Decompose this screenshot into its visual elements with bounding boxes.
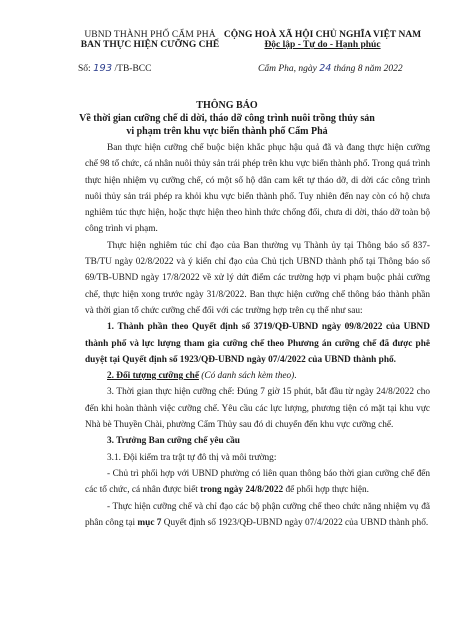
- doc-number-handwritten: 193: [93, 63, 113, 74]
- bullet-enforce: [85, 499, 430, 532]
- document-number: [78, 63, 151, 74]
- section-1: 1. Thành phần theo Quyết định số 3719/QĐ-UBND ngày 09/8/2022 của UBND thành phố và lực lượng tham gia cưỡng chế theo Phương án cưỡng chế đã được phê duyệt tại Quyết định số 1923/QĐ-UBND ngày 07/4/2022 của UBND thành phố.: [85, 322, 430, 365]
- paragraph-directive: Thực hiện nghiêm túc chỉ đạo của Ban thường vụ Thành ủy tại Thông báo số 837-TB/TU ngày 02/8/2022 và ý kiến chỉ đạo của Chủ tịch UBND thành phố tại Thông báo số 69/TB-UBND ngày 17/8/2022 về xử lý dứt điểm các trường hợp vi phạm buộc phải cưỡng chế, thực hiện xong trước ngày 31/8/2022. Ban thực hiện cưỡng chế thông báo thành phần và thời gian tổ chức cưỡng chế đối với các trường hợp trên cụ thể như sau:: [85, 240, 430, 316]
- section-3-1-heading: 3.1. Đội kiểm tra trật tự đô thị và môi trường:: [107, 452, 277, 463]
- document-date: [258, 63, 403, 74]
- section-2-end: .: [294, 371, 297, 382]
- date-day-handwritten: 24: [319, 63, 332, 74]
- date-suffix: tháng 8 năm 2022: [333, 64, 403, 74]
- bullet-notify: [85, 466, 430, 499]
- agency-name: UBND THÀNH PHỐ CẨM PHẢ: [84, 30, 216, 40]
- section-4-heading: 3. Trưởng Ban cưỡng chế yêu cầu: [107, 436, 240, 447]
- national-motto: Độc lập - Tự do - Hạnh phúc: [264, 40, 381, 50]
- bullet-notify-text: - Chủ trì phối hợp với UBND phường có liên quan thông báo thời gian cưỡng chế đến các tổ chức, cá nhân được biết: [85, 468, 430, 496]
- date-prefix: Cẩm Pha, ngày: [258, 64, 317, 74]
- doc-number-suffix: /TB-BCC: [114, 64, 152, 74]
- national-title-block: [200, 30, 445, 50]
- document-subject-line2: vi phạm trên khu vực biển thành phố Cẩm Phả: [126, 126, 328, 137]
- bullet-notify-date: trong ngày 24/8/2022: [200, 485, 284, 496]
- bullet-enforce-end: Quyết định số 1923/QĐ-UBND ngày 07/4/2022 của UBND thành phố.: [161, 517, 429, 528]
- paragraph-intro: Ban thực hiện cưỡng chế buộc biện khắc phục hậu quả đã và đang thực hiện cưỡng chế 98 tổ chức, cá nhân nuôi thủy sản trái phép trên khu vực biển thành phố. Trong quá trình thực hiện nhiệm vụ cưỡng chế, có một số hộ dân cam kết tự tháo dỡ, di dời các công trình nuôi thủy sản trái phép ra khỏi khu vực biển thành phố. Tuy nhiên đến nay còn có hộ chưa nghiêm túc thực hiện, hoặc thực hiện theo hình thức chống đối, chưa di dời, tháo dỡ toàn bộ công trình vi phạm.: [85, 143, 430, 235]
- section-3: 3. Thời gian thực hiện cưỡng chế: Đúng 7 giờ 15 phút, bắt đầu từ ngày 24/8/2022 cho đến khi hoàn thành việc cưỡng chế. Yêu cầu các lực lượng, phương tiện có mặt tại khu vực Nhà bè Thuyền Chài, phường Cẩm Thủy sau đó di chuyển đến khu vực cưỡng chế.: [85, 387, 430, 431]
- unit-name: BAN THỰC HIỆN CƯỠNG CHẾ: [80, 40, 220, 50]
- doc-number-prefix: Số:: [78, 64, 91, 74]
- bullet-enforce-text: - Thực hiện cưỡng chế và chỉ đạo các bộ phận cưỡng chế theo chức năng nhiệm vụ đã phân công tại: [85, 501, 430, 528]
- section-2-lead: 2. Đối tượng cưỡng chế: [107, 371, 199, 382]
- section-2: [85, 368, 430, 384]
- document-body: [85, 140, 430, 531]
- bullet-enforce-item: mục 7: [137, 517, 162, 528]
- bullet-notify-end: để phối hợp thực hiện.: [283, 485, 370, 496]
- national-name: CỘNG HOÀ XÃ HỘI CHỦ NGHĨA VIỆT NAM: [223, 30, 422, 40]
- document-subject-line1: Về thời gian cưỡng chế di dời, tháo dỡ công trình nuôi trồng thủy sản: [79, 113, 375, 124]
- document-title: THÔNG BÁO: [196, 100, 258, 111]
- section-2-note: (Có danh sách kèm theo): [201, 371, 295, 382]
